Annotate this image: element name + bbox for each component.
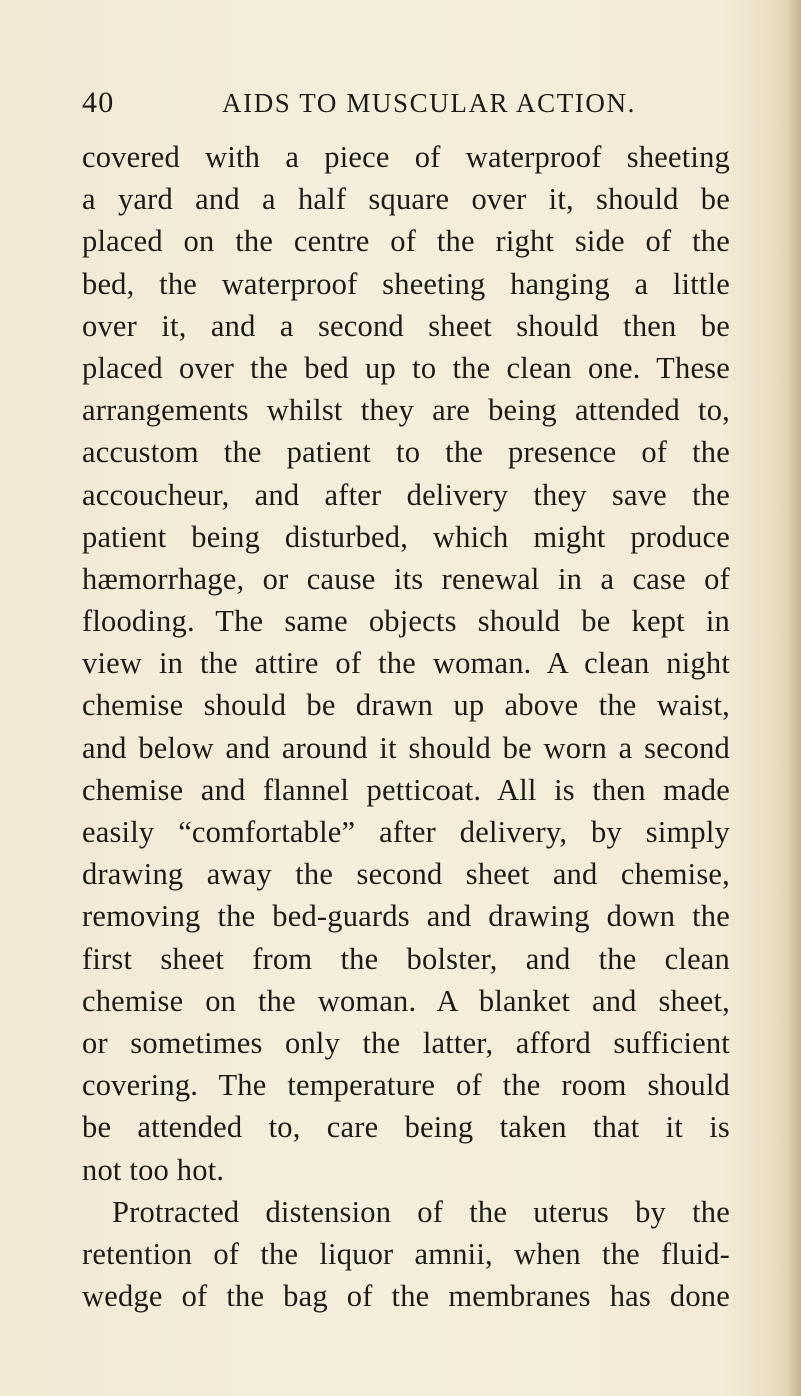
- text-line: wedge of the bag of the membranes has done: [82, 1279, 730, 1314]
- text-line: over it, and a second sheet should then be: [82, 308, 730, 343]
- page-number: 40: [82, 86, 115, 119]
- text-line: bed, the waterproof sheeting hanging a little: [82, 266, 730, 301]
- text-line: patient being disturbed, which might produce: [82, 519, 730, 554]
- running-head: AIDS TO MUSCULAR ACTION.: [222, 88, 636, 118]
- text-line: covering. The temperature of the room should: [82, 1068, 730, 1103]
- text-line: chemise on the woman. A blanket and sheet,: [82, 983, 730, 1018]
- paragraph-start-line: Protracted distension of the uterus by the: [112, 1194, 730, 1229]
- page-header: [82, 86, 732, 126]
- text-line: accoucheur, and after delivery they save the: [82, 477, 730, 512]
- text-line: chemise should be drawn up above the waist,: [82, 688, 730, 723]
- text-line: be attended to, care being taken that it is: [82, 1110, 730, 1145]
- text-line: chemise and flannel petticoat. All is then made: [82, 772, 730, 807]
- text-line: view in the attire of the woman. A clean night: [82, 646, 730, 681]
- body-text: [82, 136, 730, 1317]
- text-line: hæmorrhage, or cause its renewal in a case of: [82, 561, 730, 596]
- text-line: retention of the liquor amnii, when the fluid-: [82, 1236, 730, 1271]
- text-line: easily “comfortable” after delivery, by simply: [82, 815, 730, 849]
- text-line: arrangements whilst they are being attended to,: [82, 393, 730, 428]
- text-line: accustom the patient to the presence of the: [82, 435, 730, 470]
- text-line: placed on the centre of the right side of the: [82, 224, 730, 259]
- text-line: and below and around it should be worn a second: [82, 730, 730, 765]
- page-edge-shadow: [787, 0, 801, 1396]
- text-line: covered with a piece of waterproof sheeting: [82, 140, 730, 174]
- text-line: flooding. The same objects should be kept in: [82, 604, 730, 639]
- text-line: removing the bed-guards and drawing down the: [82, 899, 730, 934]
- text-line: drawing away the second sheet and chemise,: [82, 857, 730, 892]
- text-line: a yard and a half square over it, should be: [82, 182, 730, 217]
- text-line: placed over the bed up to the clean one. These: [82, 350, 730, 385]
- text-line: not too hot.: [82, 1152, 225, 1187]
- text-line: first sheet from the bolster, and the clean: [82, 941, 730, 976]
- text-line: or sometimes only the latter, afford sufficient: [82, 1025, 730, 1060]
